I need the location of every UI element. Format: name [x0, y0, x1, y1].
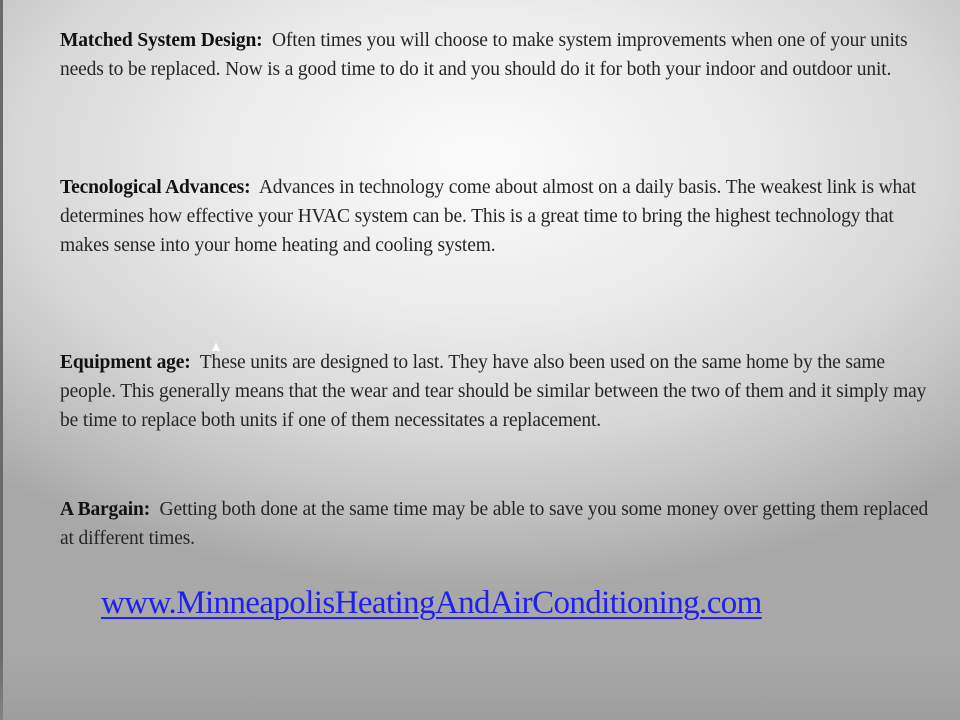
- section-body: Advances in technology come about almost on a daily basis. The weakest link is what determines how effective your HVAC system can be. This is a great time to bring the highest technology that makes sense into your home heating and cooling system.: [60, 177, 916, 256]
- section-heading: Matched System Design:: [60, 30, 263, 51]
- section-body: These units are designed to last. They have also been used on the same home by the same people. This generally means that the wear and tear should be similar between the two of them and it simply may be time to replace both units if one of them necessitates a replacement.: [60, 352, 927, 431]
- slide-bottom-shade: [0, 650, 960, 720]
- section-heading: A Bargain:: [60, 499, 151, 520]
- website-link[interactable]: www.MinneapolisHeatingAndAirConditioning.com: [101, 585, 762, 621]
- section-heading: Tecnological Advances:: [60, 177, 251, 198]
- section-technological-advances: [60, 173, 930, 260]
- section-body: Often times you will choose to make system improvements when one of your units needs to be replaced. Now is a good time to do it and you should do it for both your indoor and outdoor unit.: [60, 30, 908, 80]
- mouse-pointer-icon: [212, 342, 220, 351]
- section-body: Getting both done at the same time may be able to save you some money over getting them replaced at different times.: [60, 499, 929, 549]
- section-equipment-age: [60, 348, 930, 435]
- slide-left-edge: [0, 0, 3, 720]
- section-matched-system-design: [60, 26, 930, 84]
- section-heading: Equipment age:: [60, 352, 191, 373]
- section-a-bargain: [60, 495, 930, 553]
